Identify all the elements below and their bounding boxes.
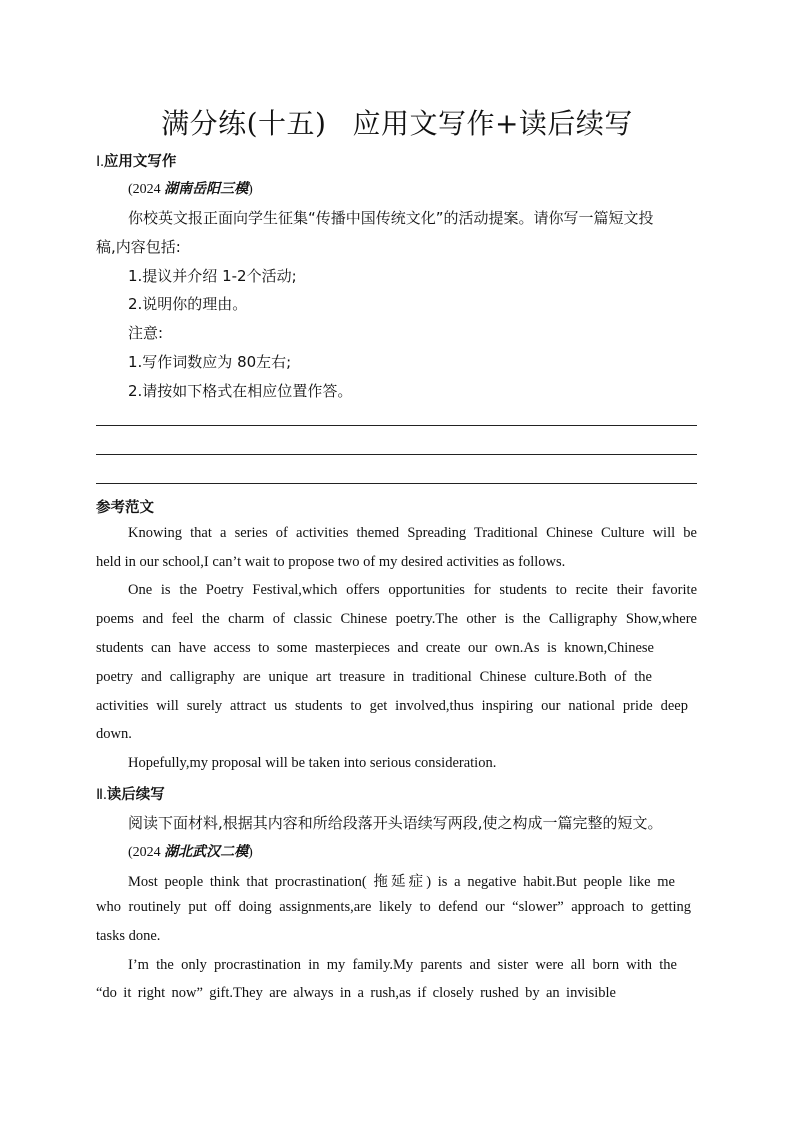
page-title bbox=[0, 102, 794, 142]
model-line-1: Knowing that a series of activities themed Spreading Traditional Chinese Culture will be bbox=[128, 525, 697, 541]
answer-line-3 bbox=[96, 483, 697, 484]
model-line-9: Hopefully,my proposal will be taken into serious consideration. bbox=[128, 755, 497, 771]
section1-heading bbox=[96, 150, 176, 171]
model-line-2: held in our school,I can’t wait to propose two of my desired activities as follows. bbox=[96, 554, 566, 570]
title-part1: 满分练(十五) bbox=[161, 107, 327, 140]
section2-number: Ⅱ. bbox=[96, 787, 107, 803]
requirement-2: 2.说明你的理由。 bbox=[128, 295, 248, 313]
section1-title: 应用文写作 bbox=[103, 154, 177, 170]
section1-source: (2024 湖南岳阳三模) bbox=[128, 182, 253, 197]
requirement-1: 1.提议并介绍 1-2个活动; bbox=[128, 267, 297, 285]
section1-number: Ⅰ. bbox=[96, 154, 104, 170]
model-line-6: poetry and calligraphy are unique art treasure in traditional Chinese culture.Both of the bbox=[96, 669, 652, 685]
section2-source: (2024 湖北武汉二模) bbox=[128, 845, 253, 860]
answer-line-2 bbox=[96, 454, 697, 455]
title-part2: 应用文写作+读后续写 bbox=[352, 107, 633, 140]
prompt-line-1: 你校英文报正面向学生征集“传播中国传统文化”的活动提案。请你写一篇短文投 bbox=[128, 209, 654, 227]
model-line-4: poems and feel the charm of classic Chinese poetry.The other is the Calligraphy Show,where bbox=[96, 611, 697, 627]
section2-title: 读后续写 bbox=[106, 787, 165, 803]
model-line-5: students can have access to some masterpieces and create our own.As is known,Chinese bbox=[96, 640, 654, 656]
story-line-4: I’m the only procrastination in my family.My parents and sister were all born with the bbox=[128, 957, 677, 973]
section2-heading bbox=[96, 783, 165, 804]
section2-instruction: 阅读下面材料,根据其内容和所给段落开头语续写两段,使之构成一篇完整的短文。 bbox=[128, 814, 663, 832]
model-line-7: activities will surely attract us students to get involved,thus inspiring our national pride deep bbox=[96, 698, 688, 714]
note-label: 注意: bbox=[128, 324, 164, 342]
model-essay-heading: 参考范文 bbox=[96, 500, 154, 516]
story-line-3: tasks done. bbox=[96, 928, 161, 944]
answer-line-1 bbox=[96, 425, 697, 426]
prompt-line-2: 稿,内容包括: bbox=[96, 238, 181, 256]
note-1: 1.写作词数应为 80左右; bbox=[128, 353, 292, 371]
note-2: 2.请按如下格式在相应位置作答。 bbox=[128, 382, 353, 400]
story-line-5: “do it right now” gift.They are always in a rush,as if closely rushed by an invisible bbox=[96, 985, 616, 1001]
model-line-8: down. bbox=[96, 726, 132, 742]
story-line-1: Most people think that procrastination( 拖延症) is a negative habit.But people like me bbox=[128, 874, 675, 890]
story-line-2: who routinely put off doing assignments,are likely to defend our “slower” approach to getting bbox=[96, 899, 691, 915]
model-line-3: One is the Poetry Festival,which offers opportunities for students to recite their favorite bbox=[128, 582, 697, 598]
